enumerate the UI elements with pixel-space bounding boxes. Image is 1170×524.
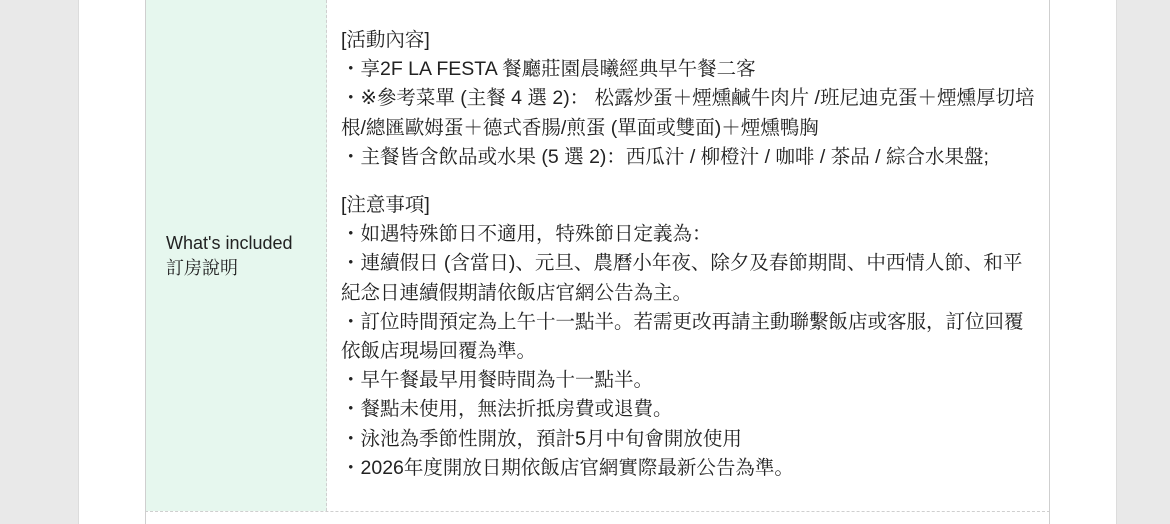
activity-item: ・主餐皆含飲品或水果 (5 選 2)：西瓜汁 / 柳橙汁 / 咖啡 / 茶品 / 綜合水果盤; bbox=[341, 145, 989, 168]
notes-section bbox=[341, 191, 1035, 483]
info-table-row bbox=[145, 0, 1050, 512]
notes-item: ・2026年度開放日期依飯店官網實際最新公告為準。 bbox=[341, 456, 794, 479]
activity-heading: [活動內容] bbox=[341, 29, 430, 51]
row-label-chinese: 訂房說明 bbox=[166, 257, 238, 278]
activity-item: ・※參考菜單 (主餐 4 選 2)： 松露炒蛋＋煙燻鹹牛肉片 /班尼迪克蛋＋煙燻厚切培根/總匯歐姆蛋＋德式香腸/煎蛋 (單面或雙面)＋煙燻鴨胸 bbox=[341, 87, 1035, 139]
row-label-english: What's included bbox=[166, 232, 293, 253]
notes-item: ・早午餐最早用餐時間為十一點半。 bbox=[341, 369, 654, 392]
page-panel bbox=[78, 0, 1117, 524]
notes-item: ・如遇特殊節日不適用，特殊節日定義為： bbox=[341, 223, 712, 246]
notes-item: ・連續假日 (含當日)、元旦、農曆小年夜、除夕及春節期間、中西情人節、和平紀念日連續假期請依飯店官網公告為主。 bbox=[341, 252, 1023, 304]
notes-item: ・泳池為季節性開放，預計5月中旬會開放使用 bbox=[341, 427, 742, 450]
notes-item: ・餐點未使用，無法折抵房費或退費。 bbox=[341, 398, 673, 421]
notes-heading: [注意事項] bbox=[341, 194, 430, 217]
notes-item: ・訂位時間預定為上午十一點半。若需更改再請主動聯繫飯店或客服，訂位回覆依飯店現場回覆為準。 bbox=[341, 310, 1024, 363]
next-table-row bbox=[145, 512, 1050, 524]
row-content-cell bbox=[327, 0, 1049, 511]
activity-item: ・享2F LA FESTA 餐廳莊園晨曦經典早午餐二客 bbox=[341, 58, 756, 81]
row-label-cell bbox=[146, 0, 327, 511]
activity-section bbox=[341, 26, 1035, 172]
